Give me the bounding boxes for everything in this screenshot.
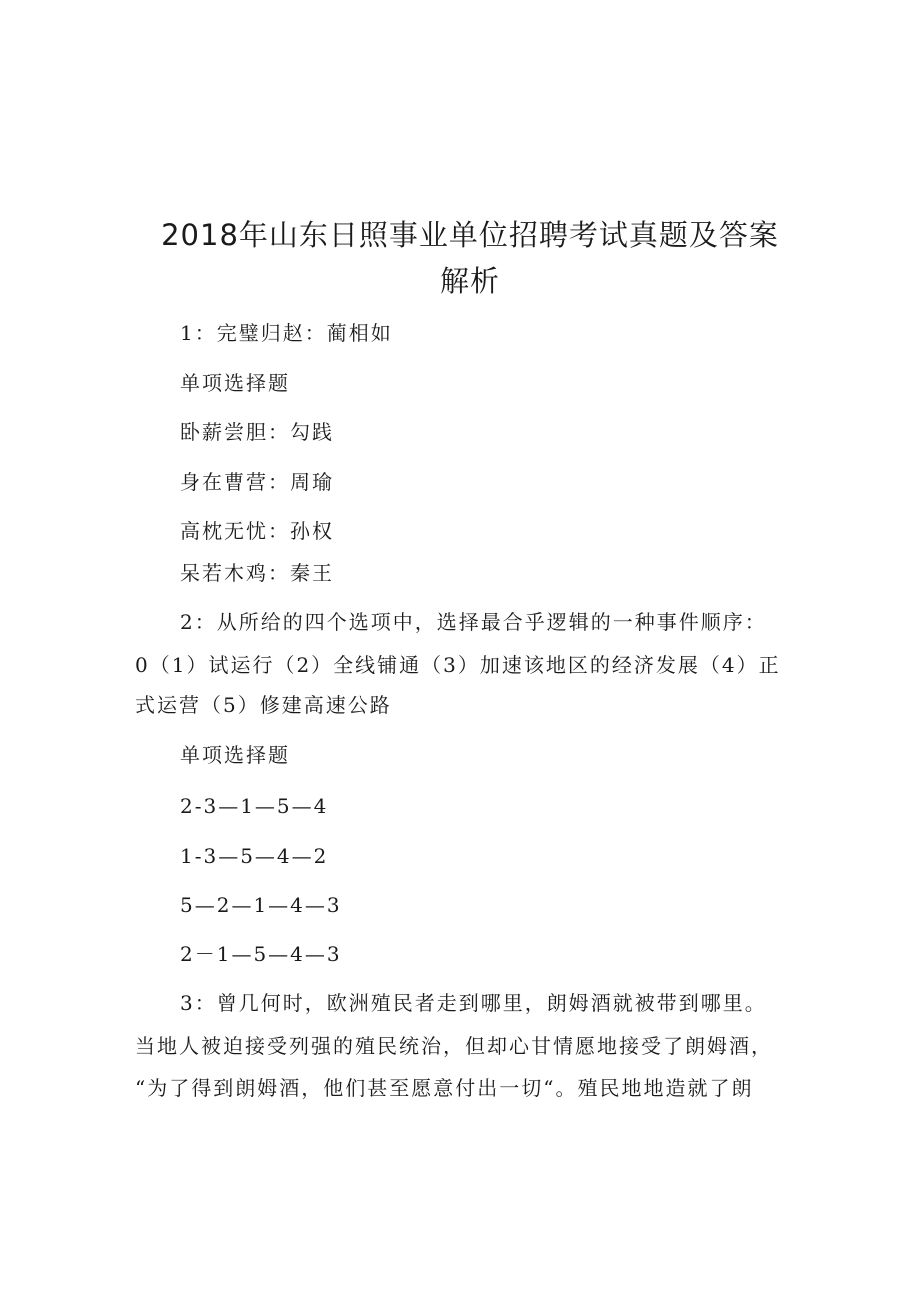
question-3-line-3: “为了得到朗姆酒，他们甚至愿意付出一切“。殖民地地造就了朗: [135, 1076, 754, 1100]
question-1-option-d: 呆若木鸡：秦王: [180, 561, 334, 585]
question-3-line-2: 当地人被迫接受列强的殖民统治，但却心甘情愿地接受了朗姆酒，: [135, 1034, 773, 1058]
question-1-option-b: 身在曹营：周瑜: [180, 470, 334, 494]
question-3-line-1: 3：曾几何时，欧洲殖民者走到哪里，朗姆酒就被带到哪里。: [180, 991, 767, 1015]
document-title-line-1: 2018年山东日照事业单位招聘考试真题及答案: [161, 218, 779, 252]
question-1-option-c: 高枕无忧：孙权: [180, 519, 334, 543]
question-2-stem-line-3: 式运营（5）修建高速公路: [135, 693, 392, 717]
document-title-line-2: 解析: [439, 264, 500, 298]
question-2-stem-line-2: 0（1）试运行（2）全线铺通（3）加速该地区的经济发展（4）正: [135, 653, 781, 677]
question-2-option-d: 2－1—5—4—3: [180, 942, 342, 966]
question-1-option-a: 卧薪尝胆：勾践: [180, 420, 334, 444]
question-2-type: 单项选择题: [180, 743, 290, 767]
question-2-option-a: 2-3—1—5—4: [180, 794, 329, 818]
question-2-stem-line-1: 2：从所给的四个选项中，选择最合乎逻辑的一种事件顺序：: [180, 610, 767, 634]
question-1-type: 单项选择题: [180, 371, 290, 395]
question-2-option-c: 5—2—1—4—3: [180, 893, 342, 917]
question-1-stem: 1：完璧归赵：蔺相如: [180, 321, 393, 345]
question-2-option-b: 1-3—5—4—2: [180, 844, 329, 868]
